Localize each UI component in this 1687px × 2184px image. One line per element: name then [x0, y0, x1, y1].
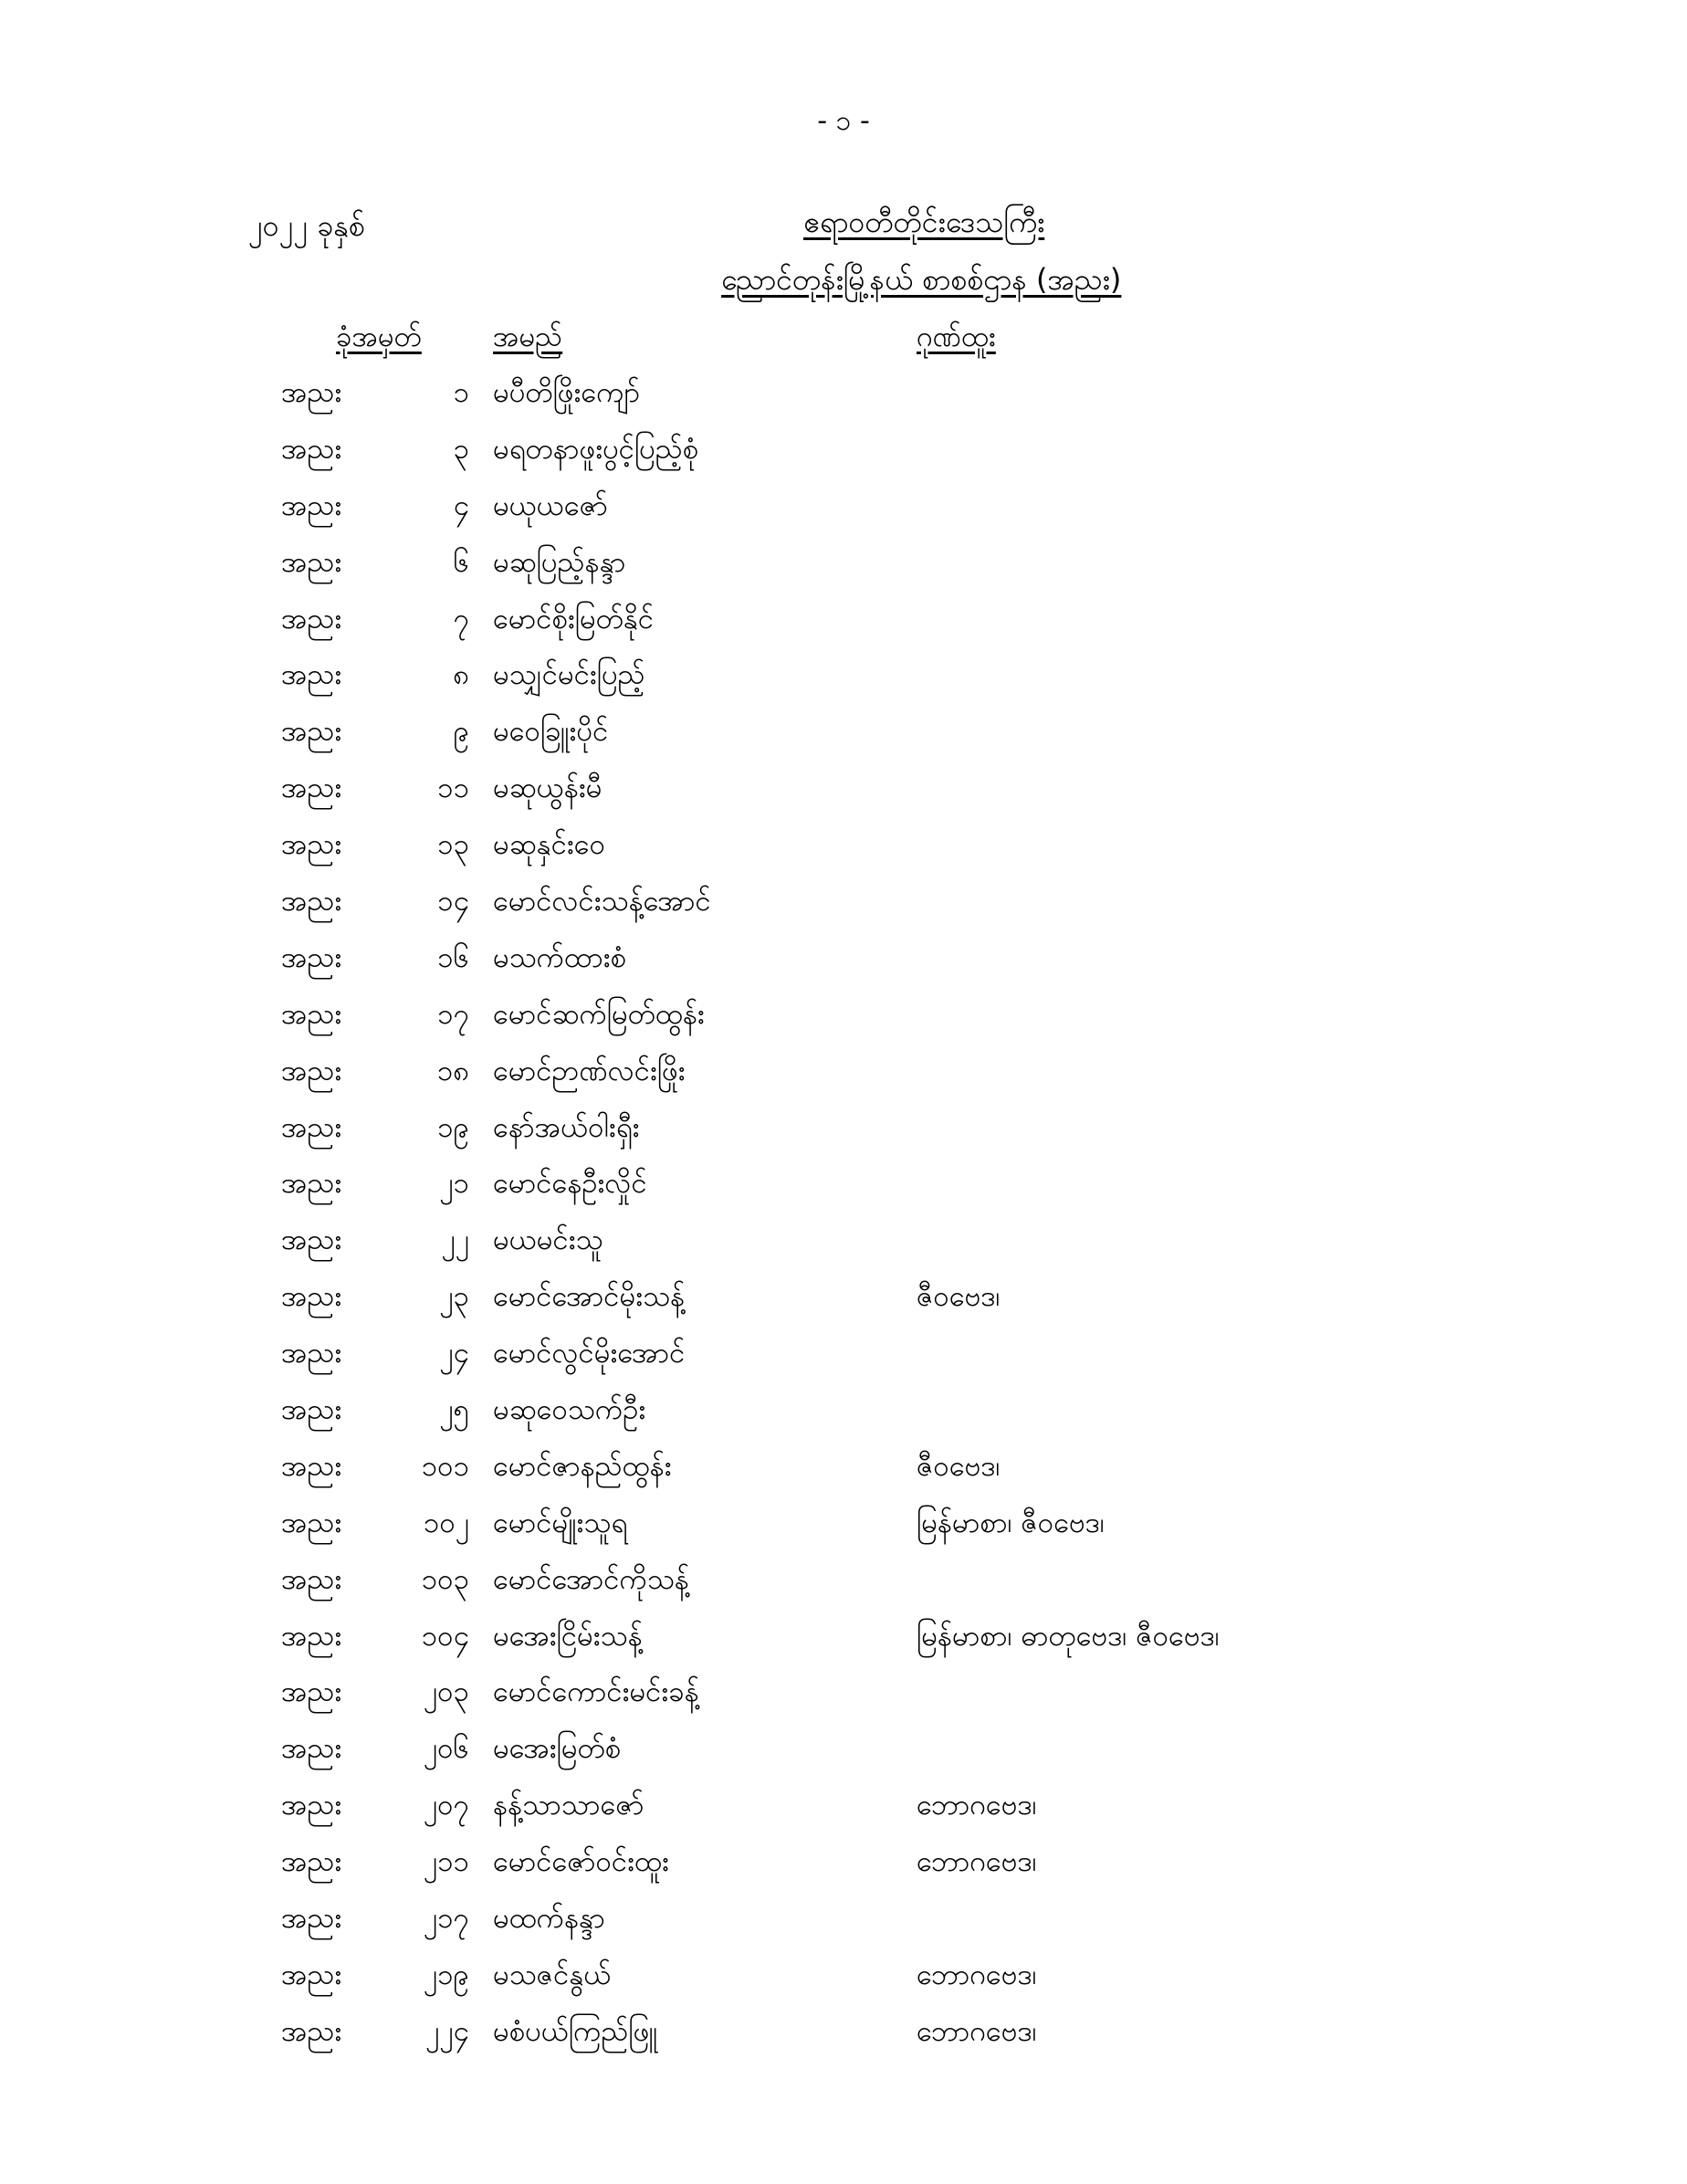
student-name: မောင်မျိုးသူရ: [493, 1506, 628, 1539]
student-name: မောင်လင်းသန့်အောင်: [493, 885, 711, 919]
distinction: မြန်မာစာ၊ ဓာတုဗေဒ၊ ဇီဝဗေဒ၊: [917, 1619, 1220, 1653]
roll-prefix: အညး: [281, 1449, 342, 1483]
roll-prefix: အညး: [281, 1167, 342, 1201]
distinction: ဘောဂဗေဒ၊: [917, 1958, 1037, 1991]
student-name: မသဇင်နွယ်: [493, 1958, 612, 1991]
table-row: [0, 1618, 1687, 1675]
roll-number: ၄: [453, 488, 469, 522]
table-row: [0, 770, 1687, 826]
page-number: - ၁ -: [817, 105, 870, 137]
roll-prefix: အညး: [281, 1337, 342, 1370]
table-row: [0, 1391, 1687, 1448]
roll-prefix: အညး: [281, 1902, 342, 1936]
table-row: [0, 996, 1687, 1053]
roll-prefix: အညး: [281, 1675, 342, 1709]
student-name: နန့်သာသာဇော်: [493, 1789, 644, 1822]
roll-prefix: အညး: [281, 828, 342, 862]
roll-number: ၁၈: [436, 1054, 469, 1087]
roll-prefix: အညး: [281, 997, 342, 1031]
table-row: [0, 431, 1687, 488]
student-name: မောင်ဇော်ဝင်းထူး: [493, 1845, 669, 1879]
roll-number: ၂၂: [441, 1223, 469, 1257]
roll-number: ၁၄: [437, 885, 469, 919]
roll-number: ၂၃: [439, 1280, 469, 1314]
student-name: မရတနာဖူးပွင့်ပြည့်စုံ: [493, 432, 699, 466]
student-name: မဆုယွန်းမီ: [493, 772, 602, 805]
student-name: မောင်နေဦးလှိုင်: [493, 1167, 647, 1201]
table-row: [0, 1843, 1687, 1900]
student-name: မယုယဇော်: [493, 488, 608, 522]
roll-prefix: အညး: [281, 885, 342, 919]
table-row: [0, 1957, 1687, 2013]
roll-prefix: အညး: [281, 940, 342, 974]
student-name: မအေးမြတ်စံ: [493, 1732, 622, 1766]
distinction: ဘောဂဗေဒ၊: [917, 1789, 1037, 1822]
table-row: [0, 1165, 1687, 1222]
student-name: မသက်ထားစံ: [493, 940, 627, 974]
exam-center-subtitle: ညောင်တုန်းမြို့နယ် စာစစ်ဌာန (အညး): [721, 262, 1122, 297]
roll-number: ၂၀၆: [423, 1732, 469, 1766]
exam-year: ၂၀၂၂ ခုနှစ်: [248, 208, 365, 243]
column-header-name: အမည်: [493, 320, 563, 353]
student-name: မစံပယ်ကြည်ဖြူ: [493, 2014, 658, 2048]
table-row: [0, 1730, 1687, 1787]
roll-prefix: အညး: [281, 545, 342, 579]
table-row: [0, 544, 1687, 601]
roll-number: ၂၀၇: [423, 1789, 469, 1822]
roll-number: ၁: [453, 376, 469, 409]
table-row: [0, 1900, 1687, 1957]
table-row: [0, 1505, 1687, 1561]
table-row: [0, 1674, 1687, 1730]
roll-number: ၃: [453, 432, 469, 466]
roll-prefix: အညး: [281, 376, 342, 409]
roll-prefix: အညး: [281, 658, 342, 692]
table-row: [0, 1448, 1687, 1505]
roll-number: ၂၄: [439, 1337, 469, 1370]
student-name: မောင်အောင်မိုးသန့်: [493, 1280, 686, 1314]
student-name: မပီတိဖြိုးကျော်: [493, 376, 641, 409]
student-name: မအေးငြိမ်းသန့်: [493, 1619, 643, 1653]
roll-number: ၁၀၁: [421, 1449, 469, 1483]
student-name: မဝေခြူးပိုင်: [493, 715, 609, 749]
roll-prefix: အညး: [281, 1110, 342, 1144]
roll-number: ၂၁၇: [423, 1902, 469, 1936]
table-row: [0, 1335, 1687, 1391]
roll-number: ၁၉: [437, 1110, 469, 1144]
distinction: ဇီဝဗေဒ၊: [917, 1449, 1001, 1483]
roll-number: ၁၁: [437, 772, 469, 805]
distinction: ဇီဝဗေဒ၊: [917, 1280, 1001, 1314]
table-row: [0, 2013, 1687, 2070]
roll-number: ၇: [453, 602, 469, 635]
column-header-distinction: ဂုဏ်ထူး: [917, 320, 996, 353]
student-name: မထက်နန္ဒာ: [493, 1902, 605, 1936]
student-name: မောင်စိုးမြတ်နိုင်: [493, 602, 655, 635]
table-row: [0, 883, 1687, 940]
table-row: [0, 940, 1687, 996]
student-name: မဆုဝေသက်ဦး: [493, 1393, 646, 1427]
roll-prefix: အညး: [281, 1845, 342, 1879]
student-name: မောင်အောင်ကိုသန့်: [493, 1562, 689, 1596]
student-name: နော်အယ်ဝါးရှီး: [493, 1110, 640, 1144]
roll-prefix: အညး: [281, 432, 342, 466]
roll-number: ၂၁၉: [423, 1958, 469, 1991]
table-row: [0, 656, 1687, 713]
roll-number: ၁၇: [437, 997, 469, 1031]
column-header-roll-number: ခုံအမှတ်: [336, 320, 422, 353]
roll-number: ၂၅: [439, 1393, 469, 1427]
table-row: [0, 1787, 1687, 1843]
roll-number: ၆: [453, 545, 469, 579]
roll-number: ၂၁၁: [423, 1845, 469, 1879]
student-name: မသျှင်မင်းပြည့်: [493, 658, 645, 692]
table-row: [0, 601, 1687, 657]
table-row: [0, 713, 1687, 770]
student-name: မောင်ဉာဏ်လင်းဖြိုး: [493, 1054, 686, 1087]
table-row: [0, 374, 1687, 431]
roll-prefix: အညး: [281, 2014, 342, 2048]
student-name: မယမင်းသူ: [493, 1223, 603, 1257]
roll-number: ၁၀၂: [423, 1506, 469, 1539]
roll-prefix: အညး: [281, 488, 342, 522]
roll-prefix: အညး: [281, 1280, 342, 1314]
roll-prefix: အညး: [281, 1562, 342, 1596]
roll-prefix: အညး: [281, 1619, 342, 1653]
student-name: မောင်လွင်မိုးအောင်: [493, 1337, 686, 1370]
roll-number: ၉: [453, 715, 469, 749]
roll-number: ၁၀၃: [421, 1562, 469, 1596]
roll-prefix: အညး: [281, 1223, 342, 1257]
roll-number: ၁၀၄: [421, 1619, 469, 1653]
roll-prefix: အညး: [281, 1054, 342, 1087]
table-row: [0, 1053, 1687, 1109]
roll-prefix: အညး: [281, 1732, 342, 1766]
region-title: ဧရာဝတီတိုင်းဒေသကြီး: [803, 205, 1045, 239]
student-name: မဆုနှင်းဝေ: [493, 828, 606, 862]
table-row: [0, 488, 1687, 544]
roll-number: ၁၃: [437, 828, 469, 862]
roll-number: ၂၀၃: [423, 1675, 469, 1709]
roll-prefix: အညး: [281, 1958, 342, 1991]
roll-prefix: အညး: [281, 715, 342, 749]
student-name: မောင်ဇာနည်ထွန်း: [493, 1449, 672, 1483]
roll-number: ၁၆: [437, 940, 469, 974]
roll-number: ၂၁: [439, 1167, 469, 1201]
roll-number: ၂၂၄: [425, 2014, 469, 2048]
roll-number: ၈: [453, 658, 469, 692]
table-row: [0, 1561, 1687, 1618]
roll-prefix: အညး: [281, 1393, 342, 1427]
student-name: မဆုပြည့်နန္ဒာ: [493, 545, 626, 579]
results-list: [0, 374, 1687, 2070]
student-name: မောင်ဆက်မြတ်ထွန်း: [493, 997, 705, 1031]
table-row: [0, 1109, 1687, 1166]
distinction: ဘောဂဗေဒ၊: [917, 1845, 1037, 1879]
distinction: မြန်မာစာ၊ ဇီဝဗေဒ၊: [917, 1506, 1105, 1539]
table-row: [0, 1222, 1687, 1278]
distinction: ဘောဂဗေဒ၊: [917, 2014, 1037, 2048]
roll-prefix: အညး: [281, 772, 342, 805]
student-name: မောင်ကောင်းမင်းခန့်: [493, 1675, 699, 1709]
roll-prefix: အညး: [281, 1789, 342, 1822]
roll-prefix: အညး: [281, 1506, 342, 1539]
roll-prefix: အညး: [281, 602, 342, 635]
table-row: [0, 1278, 1687, 1335]
table-row: [0, 826, 1687, 883]
